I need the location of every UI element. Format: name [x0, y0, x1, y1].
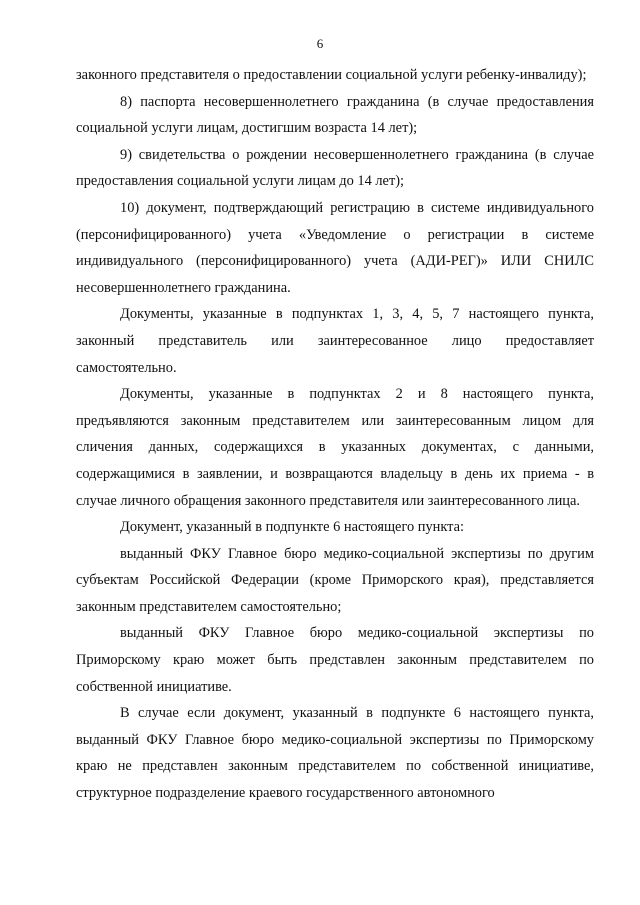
paragraph-documents-self: Документы, указанные в подпунктах 1, 3, 4, 5, 7 настоящего пункта, законный представитель или заинтересованное лицо предоставляет самостоятельно.	[76, 306, 594, 376]
paragraph-item-8: 8) паспорта несовершеннолетнего гражданина (в случае предоставления социальной услуги лицам, достигшим возраста 14 лет);	[76, 93, 594, 137]
paragraph-documents-verify: Документы, указанные в подпунктах 2 и 8 настоящего пункта, предъявляются законным представителем или заинтересованным лицом для сличения данных, содержащихся в указанных документах, с данными, содержащимися в заявлении, и возвращаются владельцу в день их приема - в случае личного обращения законного представителя или заинтересованного лица.	[76, 386, 594, 509]
page-number: 6	[316, 36, 324, 51]
paragraph-continuation: законного представителя о предоставлении социальной услуги ребенку-инвалиду);	[76, 67, 587, 83]
paragraph-issued-other: выданный ФКУ Главное бюро медико-социальной экспертизы по другим субъектам Российской Федерации (кроме Приморского края), представляется законным представителем самостоятельно;	[76, 545, 594, 615]
paragraph-issued-primorsky: выданный ФКУ Главное бюро медико-социальной экспертизы по Приморскому краю может быть представлен законным представителем по собственной инициативе.	[76, 625, 594, 695]
paragraph-if-not-provided: В случае если документ, указанный в подпункте 6 настоящего пункта, выданный ФКУ Главное бюро медико-социальной экспертизы по Приморскому краю не представлен законным представителем по собственной инициативе, структурное подразделение краевого государственного автономного	[76, 705, 594, 802]
paragraph-item-10: 10) документ, подтверждающий регистрацию в системе индивидуального (персонифицированного) учета «Уведомление о регистрации в системе индивидуального (персонифицированного) учета (АДИ-РЕГ)» ИЛИ СНИЛС несовершеннолетнего гражданина.	[76, 199, 594, 296]
document-body	[76, 62, 594, 807]
paragraph-document-6: Документ, указанный в подпункте 6 настоящего пункта:	[120, 519, 465, 536]
paragraph-item-9: 9) свидетельства о рождении несовершеннолетнего гражданина (в случае предоставления социальной услуги лицам до 14 лет);	[76, 146, 594, 190]
